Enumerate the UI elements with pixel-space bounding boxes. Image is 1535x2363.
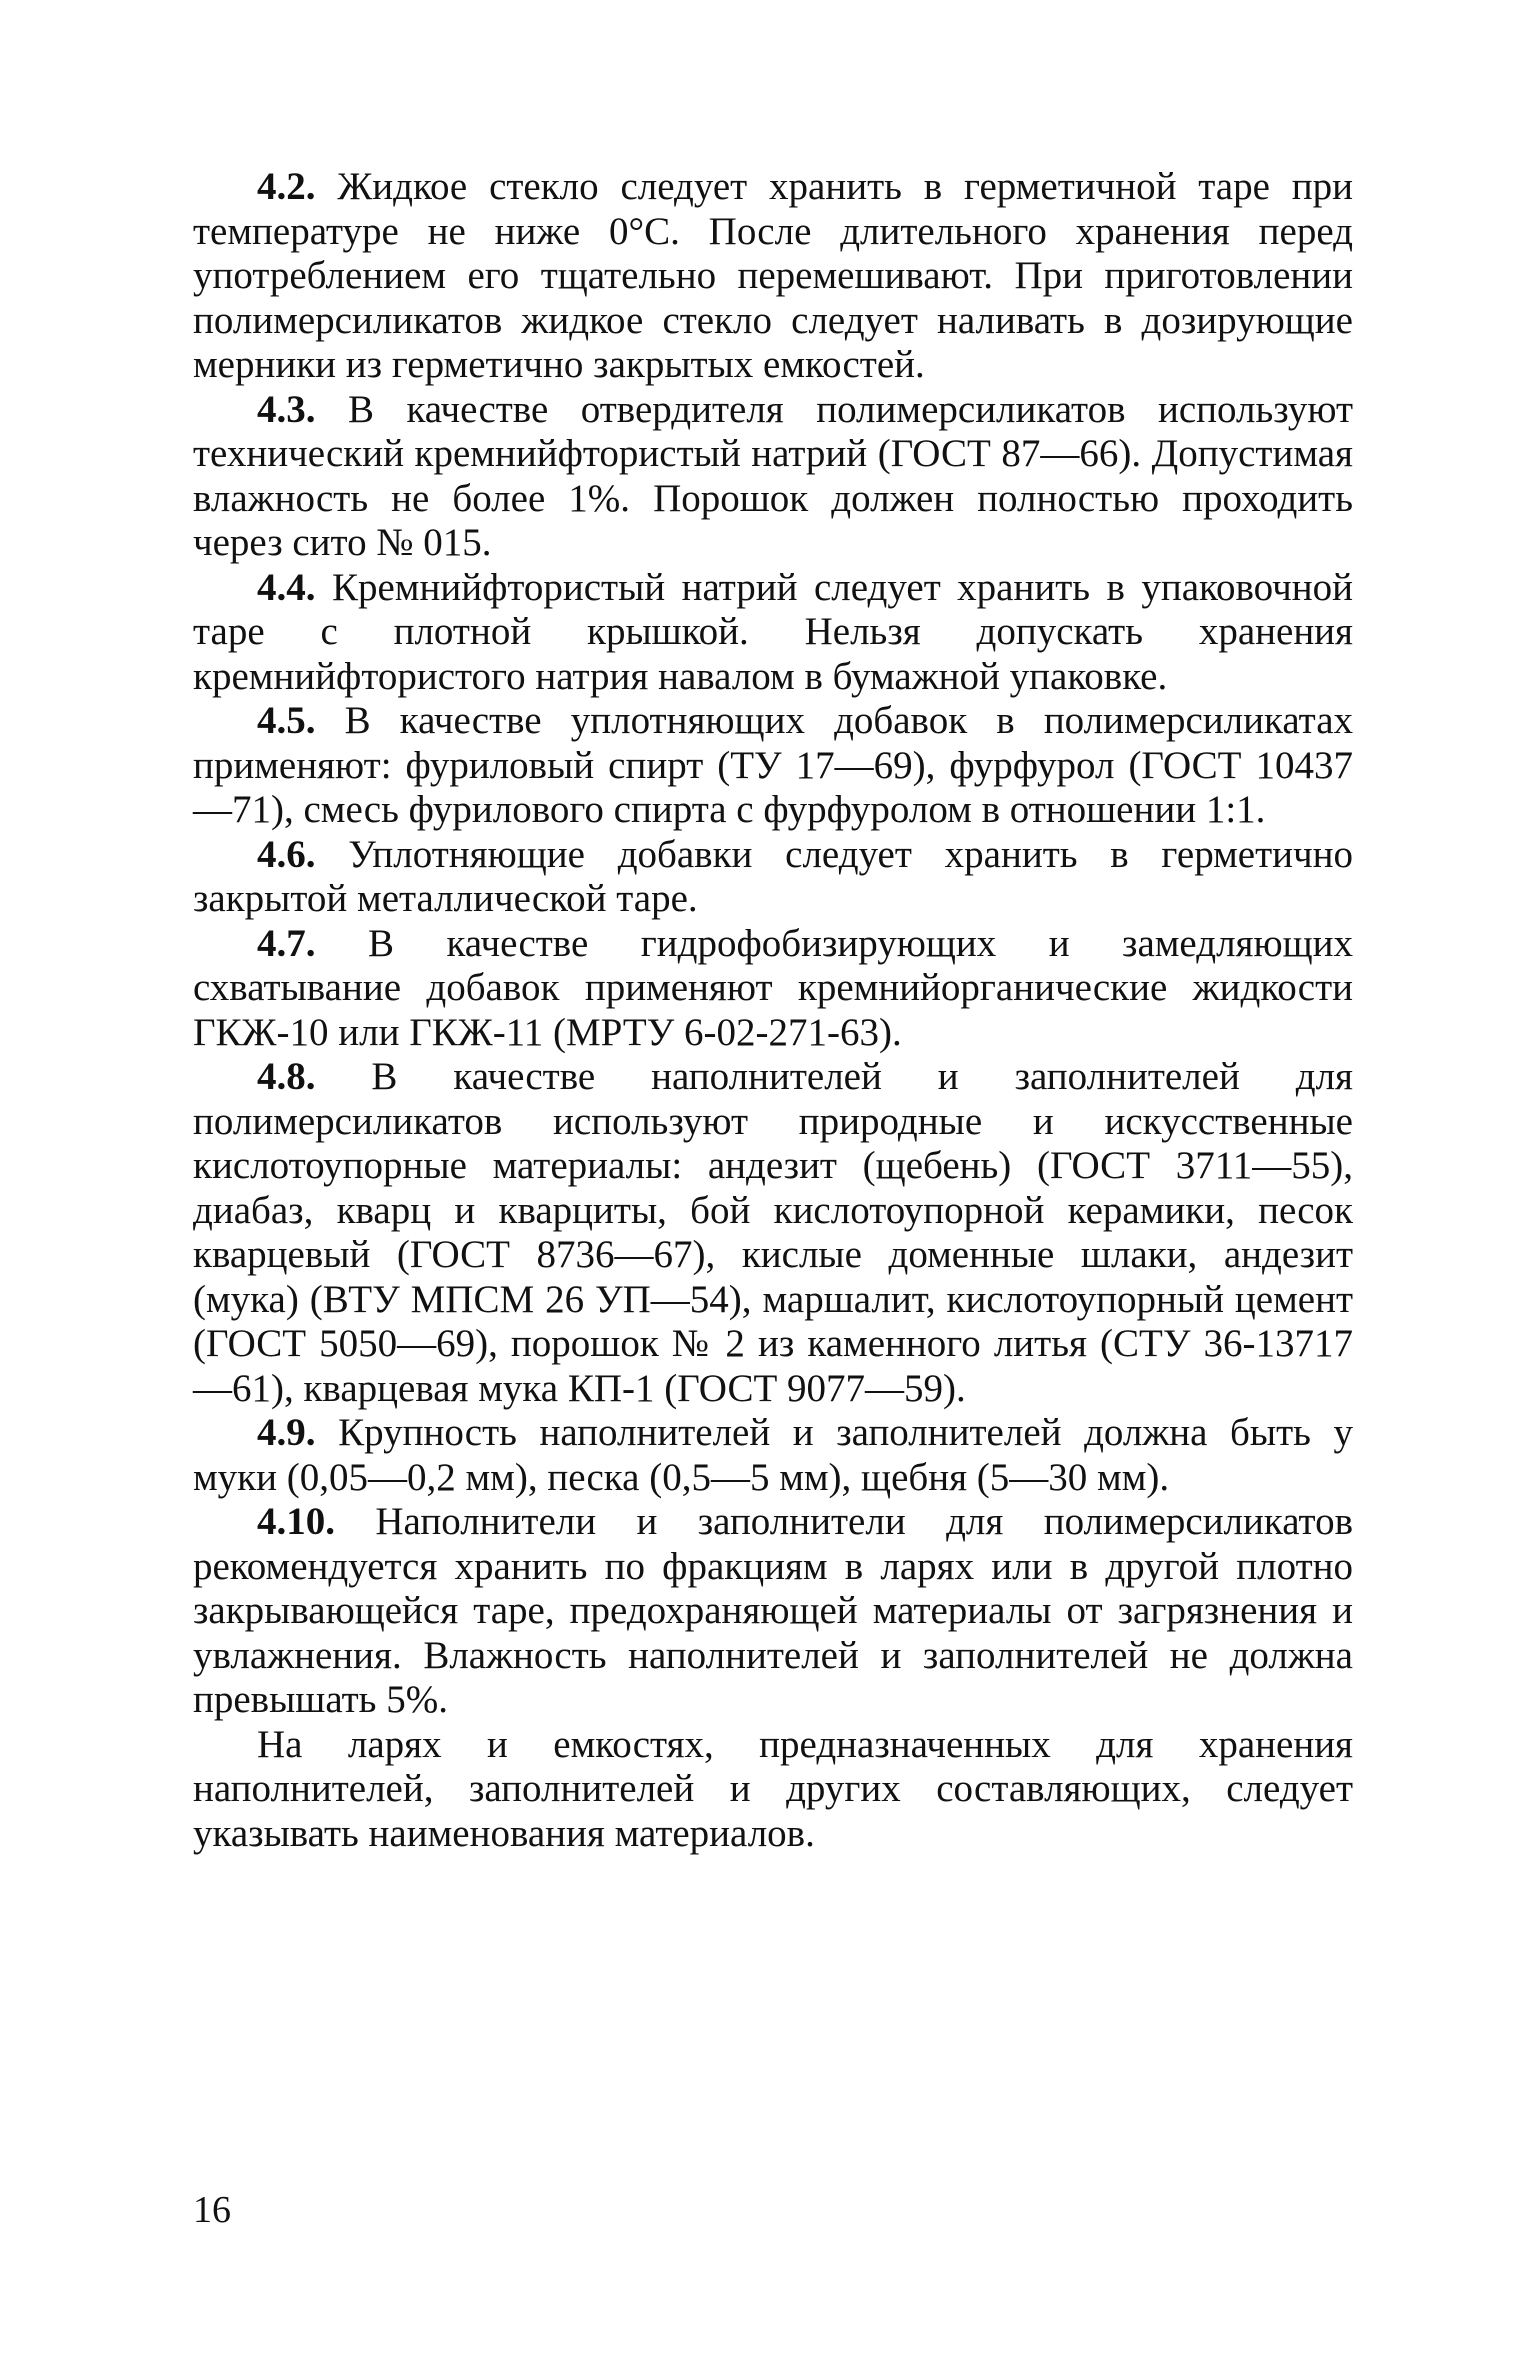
section-number: 4.7.	[257, 921, 316, 965]
section-number: 4.6.	[257, 832, 316, 876]
section-number: 4.8.	[257, 1055, 316, 1098]
paragraph-text: Жидкое стекло следует хранить в герметичной таре при температуре не ниже 0°С. После длительного хранения перед употреблением его тщательно перемешивают. При приготовлении полимерсиликатов жидкое стекло следует наливать в дозирующие мерники из герметично закрытых емкостей.	[193, 165, 1353, 386]
section-number: 4.10.	[257, 1500, 335, 1543]
paragraph-closing	[193, 1723, 1353, 1857]
paragraph-text: В качестве уплотняющих добавок в полимерсиликатах применяют: фуриловый спирт (ТУ 17—69), фурфурол (ГОСТ 10437—71), смесь фурилового спирта с фурфуролом в отношении 1:1.	[193, 699, 1353, 831]
section-number: 4.5.	[257, 699, 316, 742]
paragraph-4-10	[193, 1500, 1353, 1723]
paragraph-4-3	[193, 388, 1353, 566]
section-number: 4.9.	[257, 1411, 316, 1454]
paragraph-text: В качестве наполнителей и заполнителей для полимерсиликатов используют природные и искусственные кислотоупорные материалы: андезит (щебень) (ГОСТ 3711—55), диабаз, кварц и кварциты, бой кислотоупорной керамики, песок кварцевый (ГОСТ 8736—67), кислые доменные шлаки, андезит (мука) (ВТУ МПСМ 26 УП—54), маршалит, кислотоупорный цемент (ГОСТ 5050—69), порошок № 2 из каменного литья (СТУ 36-13717—61), кварцевая мука КП-1 (ГОСТ 9077—59).	[193, 1055, 1353, 1410]
section-number: 4.3.	[257, 387, 316, 431]
paragraph-4-2	[193, 165, 1353, 388]
paragraph-4-7	[193, 922, 1353, 1056]
paragraph-4-9	[193, 1411, 1353, 1500]
paragraph-text: В качестве гидрофобизирующих и замедляющих схватывание добавок применяют кремнийорганические жидкости ГКЖ-10 или ГКЖ-11 (МРТУ 6-02-271-63).	[193, 921, 1354, 1054]
document-body	[193, 165, 1353, 1856]
paragraph-text: В качестве отвердителя полимерсиликатов используют технический кремнийфтористый натрий (ГОСТ 87—66). Допустимая влажность не более 1%. Порошок должен полностью проходить через сито № 015.	[193, 387, 1353, 564]
paragraph-text: Наполнители и заполнители для полимерсиликатов рекомендуется хранить по фракциям в ларях или в другой плотно закрывающейся таре, предохраняющей материалы от загрязнения и увлажнения. Влажность наполнителей и заполнителей не должна превышать 5%.	[193, 1500, 1353, 1721]
paragraph-4-5	[193, 699, 1353, 833]
section-number: 4.2.	[257, 165, 316, 208]
paragraph-4-6	[193, 833, 1353, 922]
paragraph-4-4	[193, 566, 1353, 700]
page-number: 16	[193, 2189, 231, 2231]
paragraph-text: На ларях и емкостях, предназначенных для хранения наполнителей, заполнителей и других составляющих, следует указывать наименования материалов.	[193, 1722, 1353, 1855]
paragraph-text: Кремнийфтористый натрий следует хранить в упаковочной таре с плотной крышкой. Нельзя допускать хранения кремнийфтористого натрия навалом в бумажной упаковке.	[193, 565, 1354, 698]
paragraph-text: Крупность наполнителей и заполнителей должна быть у муки (0,05—0,2 мм), песка (0,5—5 мм), щебня (5—30 мм).	[193, 1411, 1354, 1499]
paragraph-text: Уплотняющие добавки следует хранить в герметично закрытой металлической таре.	[193, 832, 1354, 920]
paragraph-4-8	[193, 1055, 1353, 1411]
section-number: 4.4.	[257, 565, 316, 609]
